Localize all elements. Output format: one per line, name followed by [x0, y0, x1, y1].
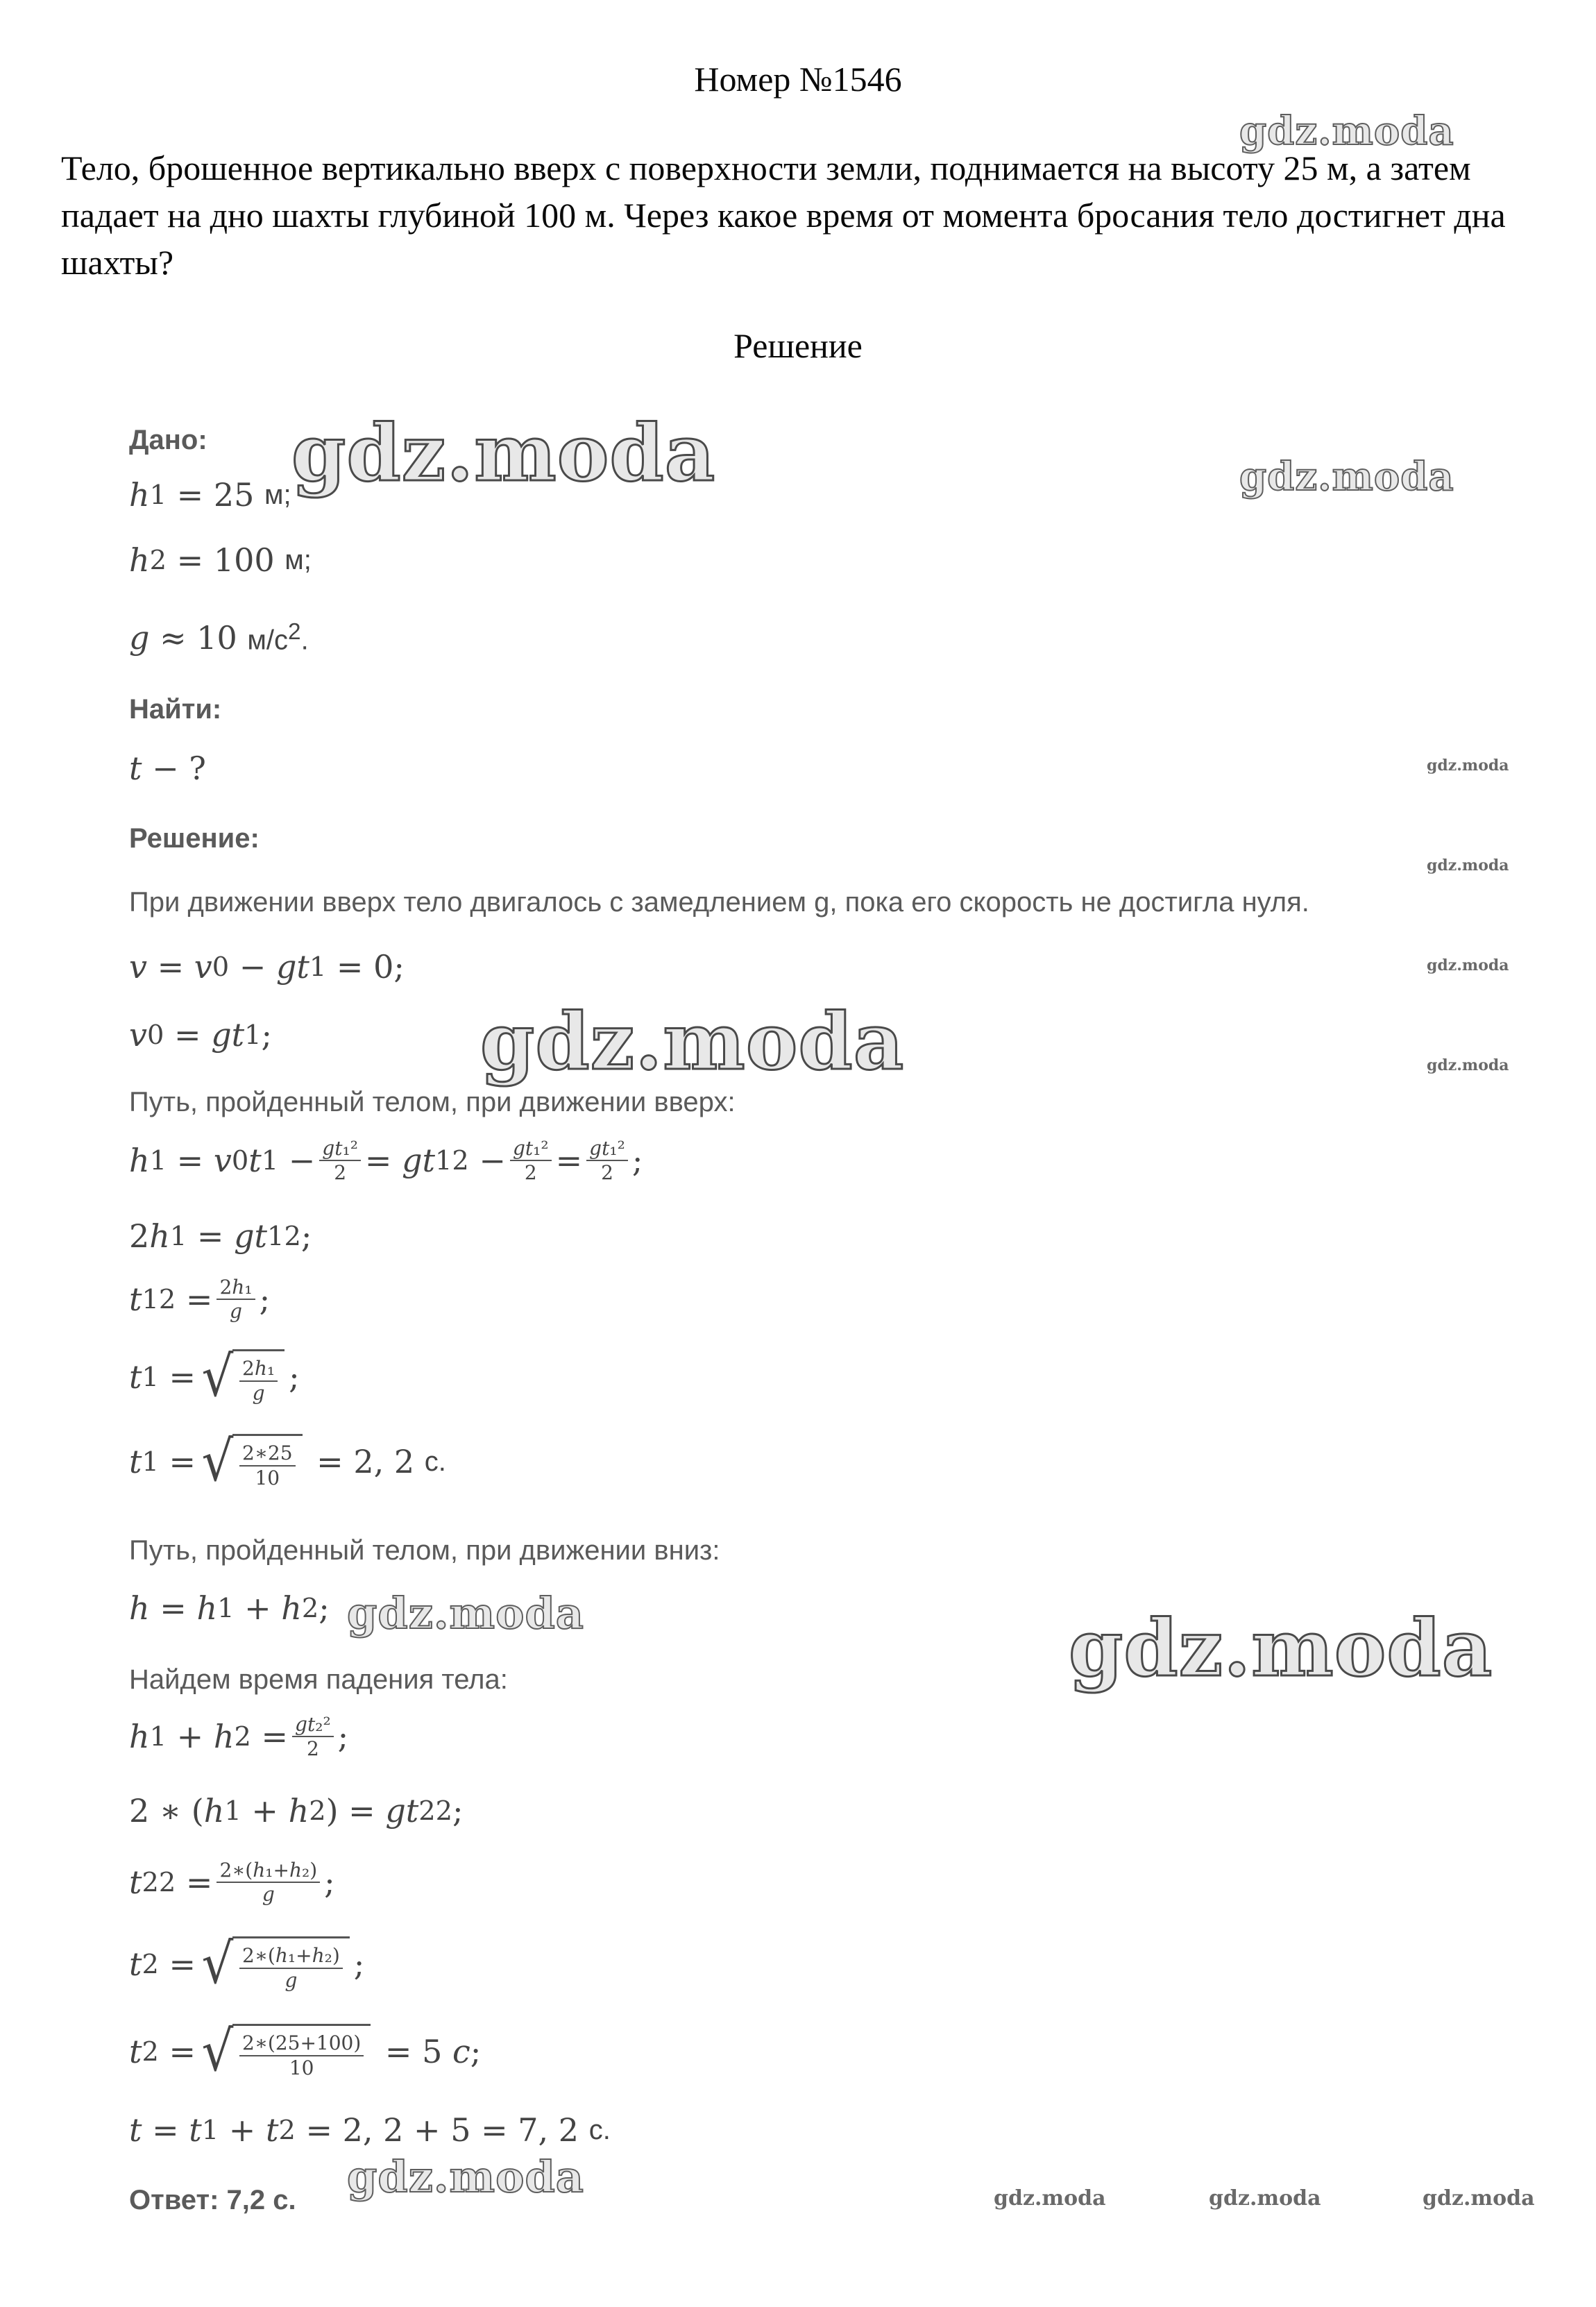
watermark-logo: gdz.moda	[347, 1588, 584, 1639]
watermark-logo: gdz.moda	[1427, 956, 1509, 974]
text-path-down: Путь, пройденный телом, при движении вниз:	[129, 1535, 720, 1566]
solution-label: Решение:	[129, 823, 260, 854]
text-fall-time: Найдем время падения тела:	[129, 1664, 508, 1695]
watermark-logo: gdz.moda	[1427, 1056, 1509, 1074]
eq-t-total: t = t 1 + t 2 = 2, 2 + 5 = 7, 2 с.	[129, 2111, 611, 2149]
watermark-logo: gdz.moda	[994, 2186, 1106, 2211]
find-label: Найти:	[129, 694, 222, 725]
given-label: Дано:	[129, 425, 207, 455]
given-g: g ≈ 10 $м/с^2$.	[129, 619, 309, 657]
watermark-logo: gdz.moda	[1427, 856, 1509, 874]
answer: Ответ: 7,2 с.	[129, 2185, 296, 2215]
watermark-logo: gdz.moda	[1209, 2186, 1321, 2211]
eq-2h1: 2 h 1 = gt 1 2 ;	[129, 1217, 312, 1255]
eq-v0: v 0 = gt 1 ;	[129, 1016, 273, 1054]
eq-h-sum: h 1 + h 2 = gt₂² 2 ;	[129, 1713, 349, 1761]
watermark-logo: gdz.moda	[480, 997, 905, 1088]
eq-2h-sum: 2 ∗ ( h 1 + h 2 ) = gt 2 2 ;	[129, 1792, 464, 1829]
eq-t1-formula: t 1 = √ 2h₁ g ;	[129, 1344, 300, 1409]
find-value: t − ?	[129, 750, 206, 787]
watermark-logo: gdz.moda	[1423, 2186, 1535, 2211]
problem-statement: Тело, брошенное вертикально вверх с поверхности земли, поднимается на высоту 25 м, а затем падает на дно шахты глубиной 100 м. Через какое время от момента бросания тело достигнет дна шахты?	[61, 149, 1506, 282]
eq-t2-squared: t 2 2 = 2∗(h₁+h₂) g ;	[129, 1859, 335, 1907]
watermark-logo: gdz.moda	[1069, 1603, 1493, 1694]
eq-t1-value: t 1 = √ 2∗25 10 = 2, 2 с.	[129, 1429, 446, 1494]
text-upward-motion: При движении вверх тело двигалось с замедлением g, пока его скорость не достигла нуля.	[129, 887, 1309, 918]
given-h2: h 2 = 100 м;	[129, 541, 312, 579]
page-title: Номер №1546	[694, 60, 902, 99]
watermark-logo: gdz.moda	[1239, 108, 1454, 154]
watermark-logo: gdz.moda	[1239, 454, 1454, 500]
solution-heading: Решение	[733, 326, 863, 365]
eq-velocity: v = v 0 − gt 1 = 0;	[129, 948, 405, 986]
eq-t2-formula: t 2 = √ 2∗(h₁+h₂) g ;	[129, 1932, 365, 1996]
eq-h1: h 1 = v 0 t 1 − gt₁² 2 = gt 1 2 − gt₁² 2 = gt₁² 2 ;	[129, 1137, 643, 1185]
eq-t1-squared: t 1 2 = 2h₁ g ;	[129, 1276, 271, 1324]
watermark-logo: gdz.moda	[347, 2152, 584, 2202]
text-path-up: Путь, пройденный телом, при движении вверх:	[129, 1087, 736, 1117]
given-h1: h 1 = 25 м;	[129, 476, 291, 514]
watermark-logo: gdz.moda	[291, 408, 716, 499]
eq-t2-value: t 2 = √ 2∗(25+100) 10 = 5 с ;	[129, 2019, 482, 2084]
watermark-logo: gdz.moda	[1427, 757, 1509, 775]
eq-h-total: h = h 1 + h 2 ;	[129, 1589, 330, 1627]
